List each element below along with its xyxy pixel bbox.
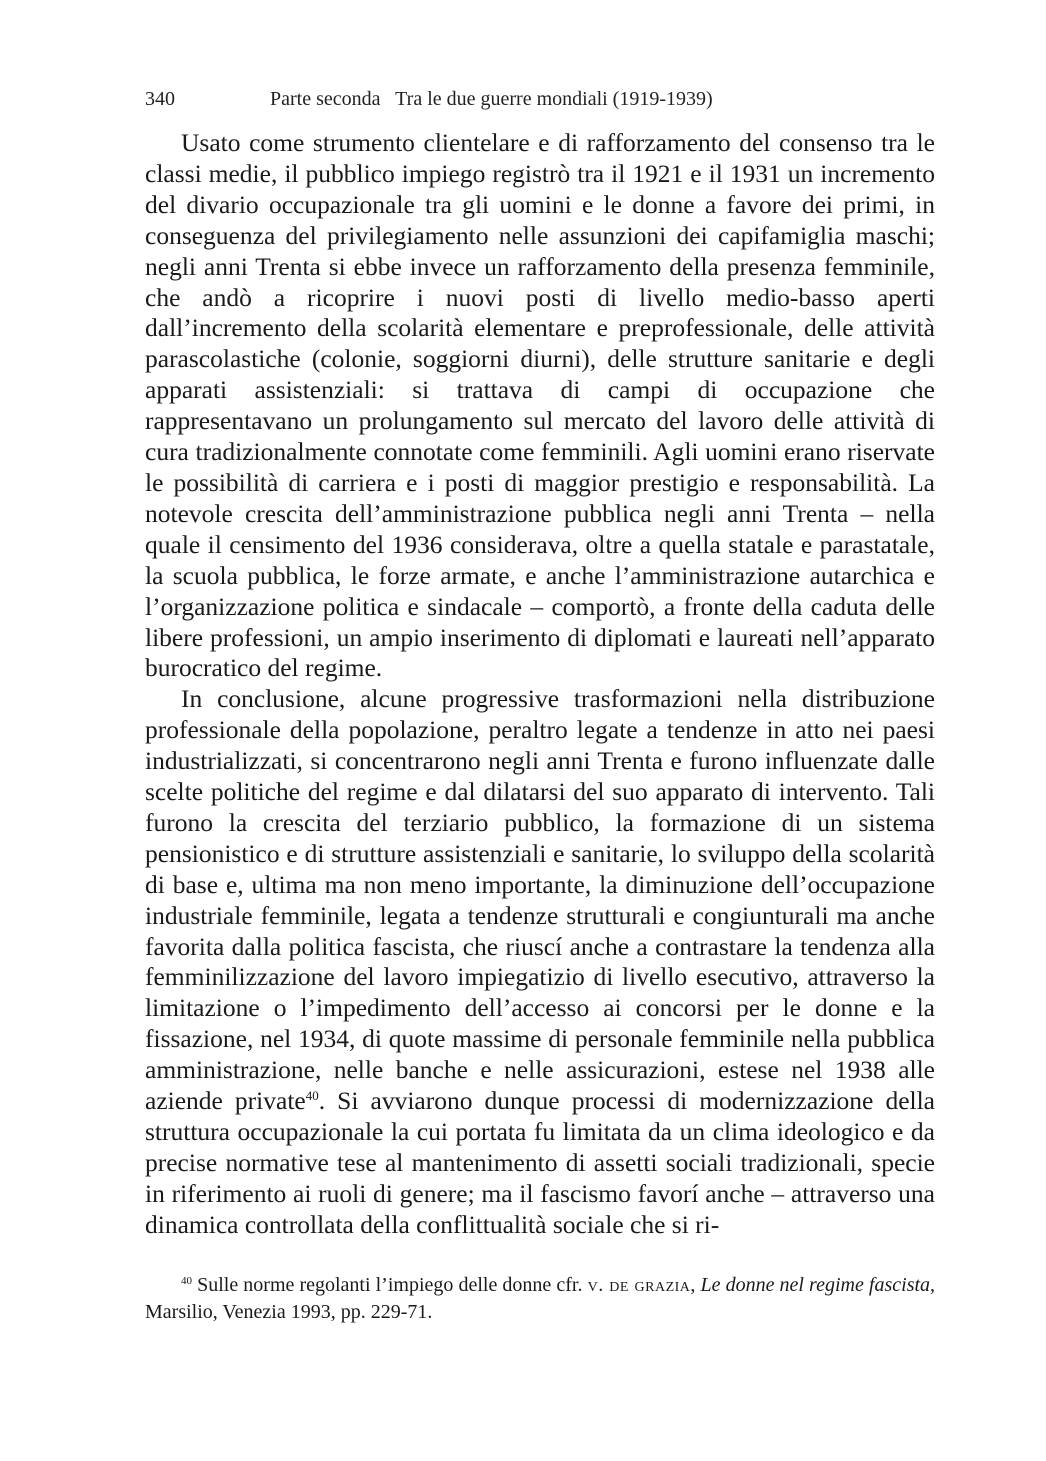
paragraph [145, 684, 935, 1240]
footnote-intro: Sulle norme regolanti l’impiego delle donne cfr. [197, 1274, 583, 1296]
paragraph: Usato come strumento clientelare e di rafforzamento del consenso tra le classi medie, il pubblico impiego registrò tra il 1921 e il 1931 un incremento del divario occupazionale tra gli uomini e le donne a favore dei primi, in conseguenza del privilegiamento nelle assunzioni dei capifamiglia maschi; negli anni Trenta si ebbe invece un rafforzamento della presenza femminile, che andò a ricoprire i nuovi posti di livello medio-basso aperti dall’incremento della scolarità elementare e preprofessionale, delle attività parascolastiche (colonie, soggiorni diurni), delle strutture sanitarie e degli apparati assistenziali: si trattava di campi di occupazione che rappresentavano un prolungamento sul mercato del lavoro delle attività di cura tradizionalmente connotate come femminili. Agli uomini erano riservate le possibilità di carriera e i posti di maggior prestigio e responsabilità. La notevole crescita dell’amministrazione pubblica negli anni Trenta – nella quale il censimento del 1936 considerava, oltre a quella statale e parastatale, la scuola pubblica, le forze armate, e anche l’amministrazione autarchica e l’organizzazione politica e sindacale – comportò, a fronte della caduta delle libere professioni, un ampio inserimento di diplomati e laureati nell’apparato burocratico del regime. [145, 128, 935, 683]
paragraph-text: In conclusione, alcune progressive trasformazioni nella distribuzione professionale della popolazione, peraltro legate a tendenze in atto nei paesi industrializzati, si concentrarono negli anni Trenta e furono influenzate dalle scelte politiche del regime e dal dilatarsi del suo apparato di intervento. Tali furono la crescita del terziario pubblico, la formazione di un sistema pensionistico e di strutture assistenziali e sanitarie, lo sviluppo della scolarità di base e, ultima ma non meno importante, la diminuzione dell’occupazione industriale femminile, legata a tendenze strutturali e congiunturali ma anche favorita dalla politica fascista, che riuscí anche a contrastare la tendenza alla femminilizzazione del lavoro impiegatizio di livello esecutivo, attraverso la limitazione o l’impedimento dell’accesso ai concorsi per le donne e la fissazione, nel 1934, di quote massime di personale femminile nella pubblica amministrazione, nelle banche e nelle assicurazioni, estese nel 1938 alle aziende private [145, 684, 935, 1116]
citation-author: v. de grazia [587, 1274, 691, 1296]
page-header [145, 84, 935, 114]
page-number: 340 [145, 88, 175, 110]
citation-title: Le donne nel regime fascista [700, 1274, 931, 1296]
citation-details: , Marsilio, Venezia 1993, pp. 229-71. [145, 1274, 936, 1323]
running-head: Parte seconda Tra le due guerre mondiali (1919-1939) [270, 88, 713, 110]
footnote-marker: 40 [181, 1275, 192, 1287]
body-text [145, 128, 935, 1241]
footnote-text: $^{40}$ Sulle norme regolanti l’impiego delle donne cfr. v. de grazia, Le donne nel regime fascista, Marsilio, Venezia 1993, pp. 229-71. [145, 1274, 936, 1323]
footnote-reference[interactable]: 40 [305, 1088, 319, 1104]
footnote [145, 1272, 935, 1326]
paragraph-text: . Si avviarono dunque processi di modernizzazione della struttura occupazionale la cui portata fu limitata da un clima ideologico e da precise normative tese al mantenimento di assetti sociali tradizionali, specie in riferimento ai ruoli di genere; ma il fascismo favorí anche – attraverso una dinamica controllata della conflittualità sociale che si ri- [145, 1086, 936, 1239]
